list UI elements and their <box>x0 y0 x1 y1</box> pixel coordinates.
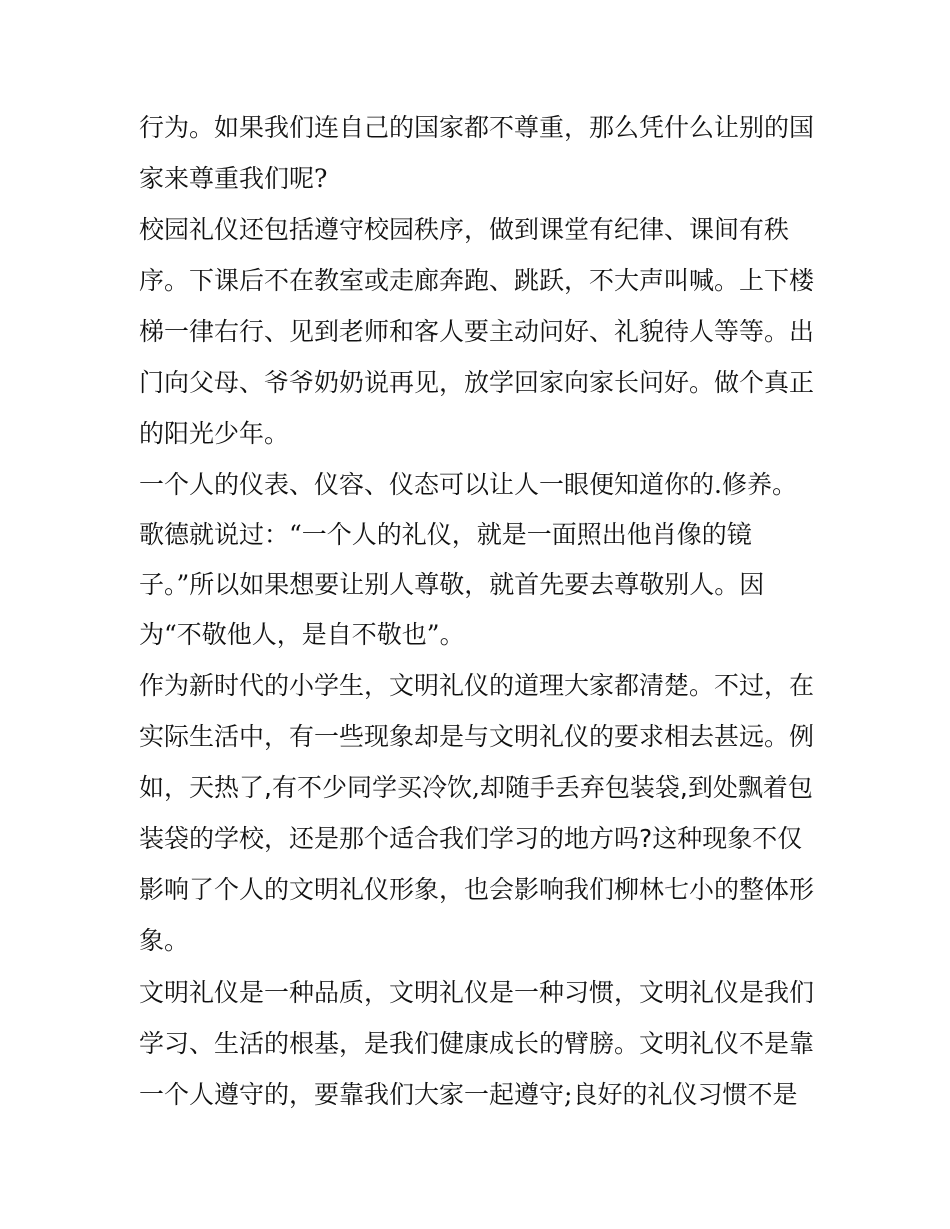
text-line: 校园礼仪还包括遵守校园秩序，做到课堂有纪律、课间有秩 <box>139 215 790 244</box>
text-line <box>139 771 813 806</box>
text-run: 良好的礼仪习惯不是 <box>572 1080 798 1109</box>
text-run: 如，天热了, <box>139 773 272 802</box>
text-run: 修养。 <box>721 470 797 499</box>
text-line: 文明礼仪是一种品质，文明礼仪是一种习惯，文明礼仪是我们 <box>139 978 815 1007</box>
text-line: 行为。如果我们连自己的国家都不尊重，那么凭什么让别的国 <box>139 113 815 142</box>
text-line <box>139 468 797 503</box>
text-run: 到处飘着包 <box>687 773 813 802</box>
text-line <box>139 1078 797 1113</box>
text-line: 为“不敬他人，是自不敬也”。 <box>139 620 465 649</box>
text-line: 家来尊重我们呢? <box>139 164 328 193</box>
text-run: 却随手丢弃包装袋, <box>479 773 688 802</box>
text-line: 影响了个人的文明礼仪形象，也会影响我们柳林七小的整体形 <box>139 875 815 904</box>
text-run: 一个人的仪表、仪容、仪态可以让人一眼便知道你的. <box>139 470 722 499</box>
text-run: 这种现象不仅 <box>652 824 803 853</box>
text-line: 梯一律右行、见到老师和客人要主动问好、礼貌待人等等。出 <box>139 317 815 346</box>
text-line: 象。 <box>139 926 190 955</box>
text-line: 门向父母、爷爷奶奶说再见，放学回家向家长问好。做个真正 <box>139 368 815 397</box>
text-line: 的阳光少年。 <box>139 419 290 448</box>
text-run: 一个人遵守的，要靠我们大家一起遵守; <box>139 1080 573 1109</box>
text-run: 有不少同学买冷饮, <box>271 773 480 802</box>
text-line: 子。”所以如果想要让别人尊敬，就首先要去尊敬别人。因 <box>139 570 765 599</box>
text-line: 序。下课后不在教室或走廊奔跑、跳跃，不大声叫喊。上下楼 <box>139 266 815 295</box>
text-line: 歌德就说过：“一个人的礼仪，就是一面照出他肖像的镜 <box>139 520 752 549</box>
text-line: 作为新时代的小学生，文明礼仪的道理大家都清楚。不过，在 <box>139 671 815 700</box>
text-run: 装袋的学校，还是那个适合我们学习的地方吗? <box>139 824 653 853</box>
text-line: 实际生活中，有一些现象却是与文明礼仪的要求相去甚远。例 <box>139 722 815 751</box>
text-line <box>139 822 802 857</box>
text-line: 学习、生活的根基，是我们健康成长的臂膀。文明礼仪不是靠 <box>139 1029 815 1058</box>
